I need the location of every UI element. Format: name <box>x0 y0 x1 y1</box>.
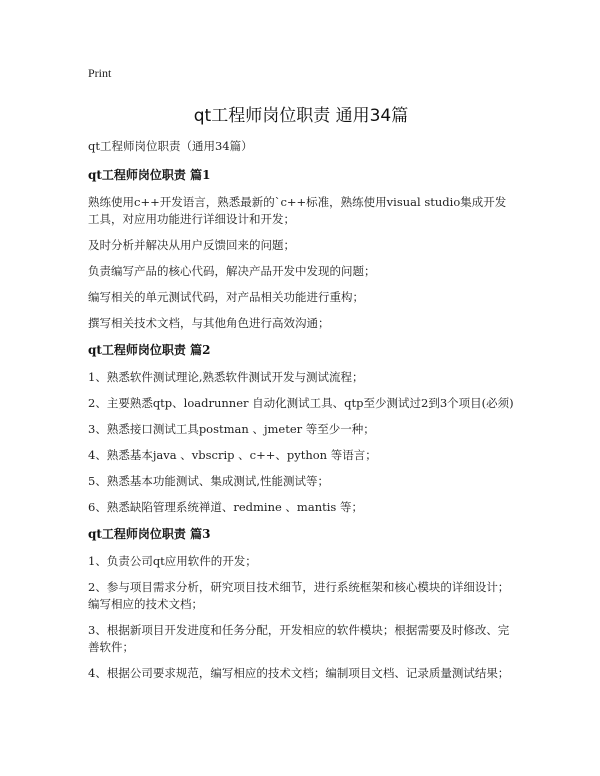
paragraph: 6、熟悉缺陷管理系统禅道、redmine 、mantis 等； <box>88 500 363 514</box>
section-heading: qt工程师岗位职责 篇1 <box>88 168 211 182</box>
section-3 <box>88 525 514 682</box>
section-1 <box>88 166 514 332</box>
paragraph: 编写相关的单元测试代码，对产品相关功能进行重构； <box>88 290 364 304</box>
document-title: qt工程师岗位职责 通用34篇 <box>193 106 409 126</box>
section-heading: qt工程师岗位职责 篇3 <box>88 527 211 541</box>
paragraph: 2、参与项目需求分析，研究项目技术细节，进行系统框架和核心模块的详细设计；编写相应的技术文档； <box>88 580 510 611</box>
paragraph: 4、熟悉基本java 、vbscrip 、c++、python 等语言； <box>88 448 377 462</box>
paragraph: 撰写相关技术文档，与其他角色进行高效沟通； <box>88 316 330 330</box>
paragraph: 1、负责公司qt应用软件的开发； <box>88 554 257 568</box>
paragraph: 及时分析并解决从用户反馈回来的问题； <box>88 238 295 252</box>
document-subtitle: qt工程师岗位职责（通用34篇） <box>88 139 253 153</box>
paragraph: 负责编写产品的核心代码，解决产品开发中发现的问题； <box>88 264 376 278</box>
paragraph: 2、主要熟悉qtp、loadrunner 自动化测试工具、qtp至少测试过2到3个项目(必须) <box>88 396 514 410</box>
paragraph: 5、熟悉基本功能测试、集成测试,性能测试等； <box>88 474 329 488</box>
section-heading: qt工程师岗位职责 篇2 <box>88 343 211 357</box>
section-2 <box>88 341 514 516</box>
paragraph: 熟练使用c++开发语言，熟悉最新的`c++标准，熟练使用visual studio集成开发工具，对应用功能进行详细设计和开发； <box>88 195 507 226</box>
paragraph: 4、根据公司要求规范，编写相应的技术文档；编制项目文档、记录质量测试结果； <box>88 666 510 680</box>
print-label[interactable]: Print <box>88 66 112 80</box>
paragraph: 1、熟悉软件测试理论,熟悉软件测试开发与测试流程； <box>88 370 364 384</box>
paragraph: 3、熟悉接口测试工具postman 、jmeter 等至少一种； <box>88 422 375 436</box>
paragraph: 3、根据新项目开发进度和任务分配，开发相应的软件模块；根据需要及时修改、完善软件； <box>88 623 510 654</box>
